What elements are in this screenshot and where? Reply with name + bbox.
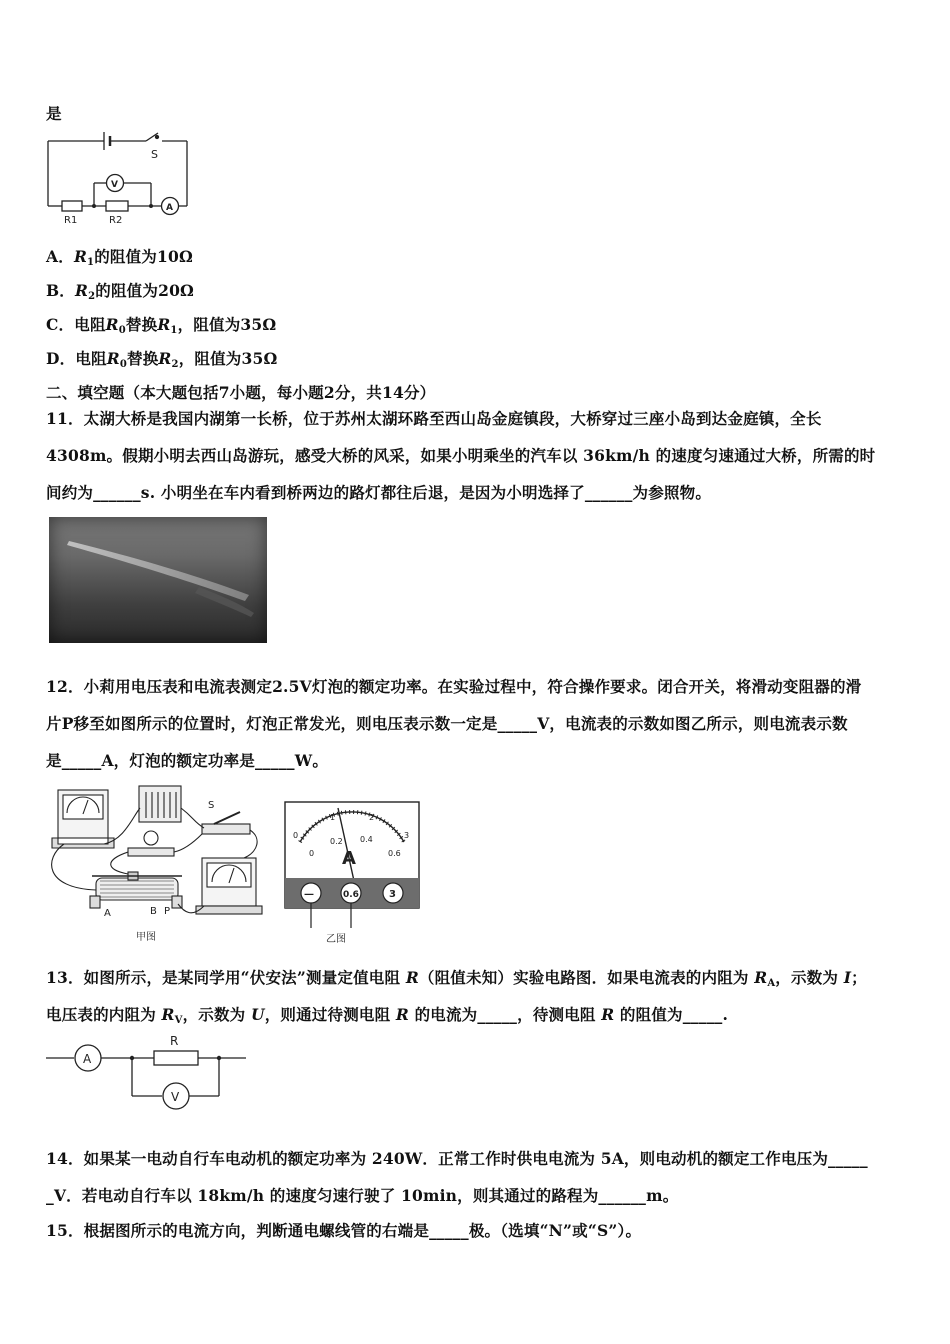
q14-line-1: 14．如果某一电动自行车电动机的额定功率为 240W．正常工作时供电电流为 5A，则电动机的额定工作电压为_____	[46, 1149, 868, 1168]
q15-line-1: 15．根据图所示的电流方向，判断通电螺线管的右端是_____极。（选填“N”或“S”）。	[46, 1221, 642, 1240]
ammeter-label: A	[166, 203, 173, 213]
dial-outer-tick-2: 2	[369, 813, 375, 822]
dial-inner-tick-0: 0	[309, 849, 315, 858]
terminal-3: 3	[389, 889, 396, 900]
q13-circuit-diagram	[44, 1032, 254, 1116]
q11-line-2: 4308m。假期小明去西山岛游玩，感受大桥的风采，如果小明乘坐的汽车以 36km/h 的速度匀速通过大桥，所需的时	[46, 446, 876, 465]
section-heading: 二、填空题（本大题包括7小题，每小题2分，共14分）	[46, 383, 436, 402]
slider-label-a: A	[104, 908, 111, 919]
q12-line-2: 片P移至如图所示的位置时，灯泡正常发光，则电压表示数一定是_____V，电流表的示数如图乙所示，则电流表示数	[46, 714, 848, 733]
fig-yi-caption: 乙图	[326, 934, 346, 945]
q11-line-3: 间约为______s. 小明坐在车内看到桥两边的路灯都往后退，是因为小明选择了______为参照物。	[46, 483, 712, 502]
slider-label-p: P	[164, 906, 171, 917]
q12-switch-label: S	[208, 800, 215, 811]
q12-line-1: 12．小莉用电压表和电流表测定2.5V灯泡的额定功率。在实验过程中，符合操作要求。闭合开关，将滑动变阻器的滑	[46, 677, 862, 696]
q12-line-3: 是_____A，灯泡的额定功率是_____W。	[46, 751, 329, 770]
option-c: C．电阻$R_0$替换$R_1$，阻值为35Ω	[46, 315, 277, 336]
q12-ammeter-dial-figure	[282, 800, 422, 946]
r2-label: R2	[109, 215, 123, 226]
dial-outer-tick-1: 1	[330, 813, 336, 822]
dial-outer-tick-3: 3	[404, 831, 410, 840]
option-b: B．$R_2$的阻值为20Ω	[46, 281, 195, 302]
q13-ammeter-label: A	[83, 1052, 92, 1066]
fig-jia-caption: 甲图	[136, 932, 156, 943]
dial-unit-label: A	[342, 848, 356, 869]
q11-line-1: 11．太湖大桥是我国内湖第一长桥，位于苏州太湖环路至西山岛金庭镇段，大桥穿过三座小岛到达金庭镇，全长	[46, 409, 822, 428]
terminal-minus: —	[304, 889, 314, 900]
q13-line-2: 电压表的内阻为 $R_V$，示数为 U，则通过待测电阻 R 的电流为_____，待测电阻 R 的阻值为_____.	[46, 1005, 729, 1026]
circuit-diagram-q10	[44, 126, 194, 226]
terminal-0-6: 0.6	[343, 890, 359, 900]
continuation-word: 是	[46, 104, 62, 123]
q13-voltmeter-label: V	[171, 1090, 180, 1104]
bridge-photo	[49, 517, 267, 643]
dial-outer-tick-0: 0	[293, 831, 299, 840]
dial-inner-tick-1: 0.2	[330, 837, 343, 846]
option-a: A．$R_1$的阻值为10Ω	[46, 247, 193, 268]
q13-resistor-label: R	[170, 1034, 179, 1048]
q13-line-1: 13．如图所示，是某同学用“伏安法”测量定值电阻 R（阻值未知）实验电路图．如果电流表的内阻为 $R_A$，示数为 I；	[46, 968, 867, 989]
option-d: D．电阻$R_0$替换$R_2$，阻值为35Ω	[46, 349, 278, 370]
voltmeter-label: V	[111, 180, 118, 190]
slider-label-b: B	[150, 906, 157, 917]
r1-label: R1	[64, 215, 78, 226]
q12-apparatus-figure	[44, 778, 264, 944]
switch-label: S	[151, 148, 158, 161]
dial-inner-tick-2: 0.4	[360, 835, 373, 844]
dial-inner-tick-3: 0.6	[388, 849, 401, 858]
q14-line-2: _V．若电动自行车以 18km/h 的速度匀速行驶了 10min，则其通过的路程为______m。	[46, 1186, 679, 1205]
